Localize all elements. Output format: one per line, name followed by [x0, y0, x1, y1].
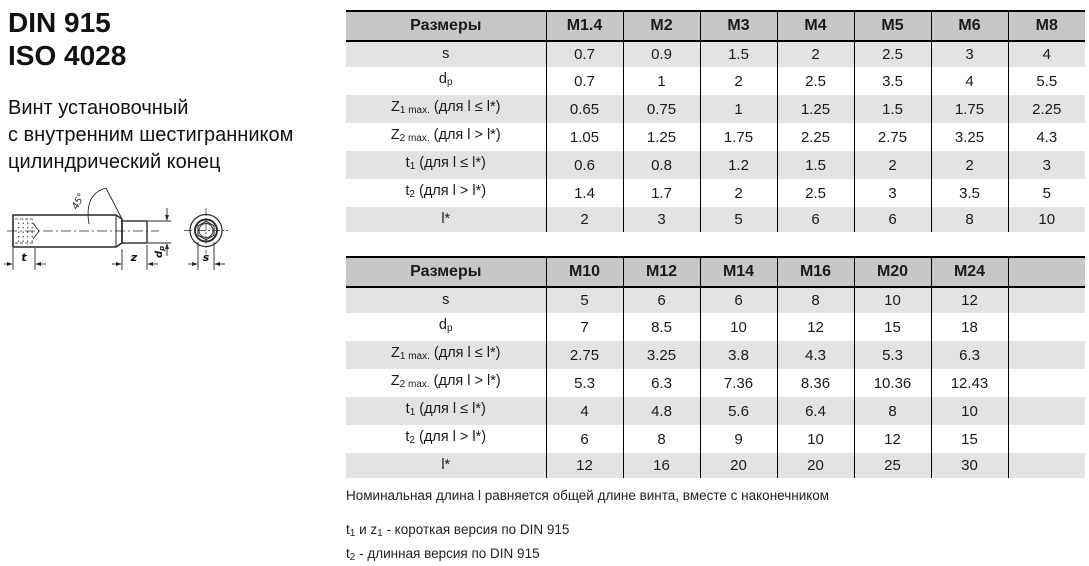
value-cell: 2.25 [777, 123, 854, 151]
column-header: M12 [623, 257, 700, 287]
value-cell: 25 [854, 453, 931, 478]
value-cell: 1.75 [700, 123, 777, 151]
column-header: M3 [700, 11, 777, 41]
table-row [346, 397, 1085, 425]
standard-iso: ISO 4028 [8, 40, 127, 71]
table-row [346, 67, 1085, 95]
value-cell: 2.5 [854, 41, 931, 67]
z-label: z [130, 251, 138, 264]
text: t [405, 155, 410, 171]
text: t [346, 546, 350, 561]
value-cell: 2 [777, 41, 854, 67]
value-cell: 3 [1008, 151, 1085, 179]
text: Z [391, 99, 400, 115]
text: и z [355, 522, 378, 537]
text: Z [391, 345, 400, 361]
subscript-text: 1 max. [399, 105, 430, 116]
value-cell [1008, 369, 1085, 397]
value-cell: 4 [546, 397, 623, 425]
column-header: M2 [623, 11, 700, 41]
value-cell: 6.3 [623, 369, 700, 397]
footnotes [346, 487, 1085, 566]
value-cell: 5.6 [700, 397, 777, 425]
row-label [346, 341, 546, 369]
value-cell: 3.8 [700, 341, 777, 369]
text: Z [390, 373, 400, 389]
value-cell: 4.3 [777, 341, 854, 369]
value-cell: 0.7 [546, 67, 623, 95]
value-cell: 6.4 [777, 397, 854, 425]
row-label [346, 41, 546, 67]
text: - длинная версия по DIN 915 [355, 546, 540, 561]
description-line: Винт установочный [8, 97, 189, 119]
value-cell: 30 [931, 453, 1008, 478]
value-cell: 10 [1008, 207, 1085, 232]
row-label [346, 313, 546, 341]
table-row [346, 179, 1085, 207]
value-cell: 2.75 [854, 123, 931, 151]
value-cell: 8 [931, 207, 1008, 232]
screw-end-view [184, 208, 228, 254]
subscript-text: 1 [409, 407, 416, 418]
column-header: M20 [854, 257, 931, 287]
value-cell: 8 [623, 425, 700, 453]
row-label [346, 425, 546, 453]
row-label [346, 179, 546, 207]
text: t [405, 401, 410, 417]
value-cell: 16 [623, 453, 700, 478]
s-label: s [202, 251, 210, 264]
table-row [346, 95, 1085, 123]
table-row [346, 207, 1085, 232]
screw-drawing-svg [4, 186, 239, 291]
row-label [346, 151, 546, 179]
subscript-text: 1 [377, 528, 383, 539]
row-label [346, 123, 546, 151]
text: d [438, 317, 447, 333]
value-cell: 6 [546, 425, 623, 453]
value-cell: 3.5 [931, 179, 1008, 207]
t-label: t [21, 251, 27, 264]
table-row [346, 341, 1085, 369]
table-row [346, 41, 1085, 67]
value-cell: 5 [700, 207, 777, 232]
value-cell: 1.05 [546, 123, 623, 151]
value-cell: 1.5 [700, 41, 777, 67]
description-line: цилиндрический конец [8, 151, 221, 173]
text: (для l > l*) [429, 127, 501, 143]
value-cell [1008, 287, 1085, 313]
value-cell: 10.36 [854, 369, 931, 397]
value-cell: 1.75 [931, 95, 1008, 123]
text: t [405, 183, 410, 199]
subscript-text: 1 max. [399, 351, 430, 362]
value-cell: 6 [777, 207, 854, 232]
subscript-text: 2 [409, 435, 415, 446]
product-description [8, 95, 343, 176]
row-label [346, 95, 546, 123]
table-row [346, 287, 1085, 313]
value-cell: 2 [931, 151, 1008, 179]
text: s [442, 46, 450, 62]
value-cell [1008, 397, 1085, 425]
text: (для l > l*) [414, 429, 487, 445]
note-line [346, 545, 1085, 566]
value-cell: 1 [623, 67, 700, 95]
value-cell: 4.8 [623, 397, 700, 425]
value-cell: 2 [700, 179, 777, 207]
text: (для l ≤ l*) [429, 345, 501, 361]
value-cell: 12 [931, 287, 1008, 313]
value-cell: 7.36 [700, 369, 777, 397]
text: Z [390, 127, 400, 143]
value-cell: 6 [700, 287, 777, 313]
text: (для l > l*) [414, 183, 487, 199]
value-cell: 3.25 [623, 341, 700, 369]
value-cell: 8.36 [777, 369, 854, 397]
table-row [346, 453, 1085, 478]
table-row [346, 425, 1085, 453]
value-cell: 6 [854, 207, 931, 232]
value-cell: 2.5 [777, 67, 854, 95]
angle-dimension-label: 45° [69, 191, 88, 212]
column-header: M1.4 [546, 11, 623, 41]
value-cell: 1.25 [777, 95, 854, 123]
value-cell: 3.5 [854, 67, 931, 95]
value-cell: 10 [777, 425, 854, 453]
column-header: M5 [854, 11, 931, 41]
value-cell: 2 [854, 151, 931, 179]
text: Номинальная длина l равняется общей длине винта, вместе с наконечником [346, 488, 830, 503]
column-header: M16 [777, 257, 854, 287]
subscript-text: 2 max. [399, 133, 430, 144]
value-cell: 6.3 [931, 341, 1008, 369]
text: l* [441, 457, 451, 473]
value-cell: 15 [854, 313, 931, 341]
text: d [438, 71, 447, 87]
value-cell: 9 [700, 425, 777, 453]
value-cell: 2 [546, 207, 623, 232]
subscript-text: 2 [409, 189, 415, 200]
column-header: M24 [931, 257, 1008, 287]
table-row [346, 313, 1085, 341]
value-cell: 12 [546, 453, 623, 478]
description-line: с внутренним шестигранником [8, 124, 294, 146]
subscript-text: 1 [409, 161, 416, 172]
value-cell: 10 [931, 397, 1008, 425]
value-cell: 1.2 [700, 151, 777, 179]
technical-drawing [4, 186, 239, 296]
table-header-row [346, 257, 1085, 287]
value-cell: 1.5 [777, 151, 854, 179]
note-line [346, 487, 1085, 504]
text: (для l ≤ l*) [415, 401, 486, 417]
subscript-text: p [447, 77, 453, 88]
dimensions-table-m1-4-to-m8 [346, 10, 1085, 232]
value-cell: 7 [546, 313, 623, 341]
column-header: M4 [777, 11, 854, 41]
value-cell: 1.5 [854, 95, 931, 123]
table-header-row [346, 11, 1085, 41]
value-cell: 10 [700, 313, 777, 341]
value-cell: 2.75 [546, 341, 623, 369]
row-label-header: Размеры [410, 263, 482, 280]
note-line [346, 521, 1085, 542]
text: t [405, 429, 410, 445]
row-label [346, 369, 546, 397]
value-cell: 12 [777, 313, 854, 341]
value-cell: 4 [1008, 41, 1085, 67]
value-cell: 5.3 [546, 369, 623, 397]
column-header [1008, 257, 1085, 287]
value-cell: 0.8 [623, 151, 700, 179]
value-cell: 3 [623, 207, 700, 232]
value-cell: 10 [854, 287, 931, 313]
column-header: M10 [546, 257, 623, 287]
value-cell: 0.65 [546, 95, 623, 123]
value-cell: 12 [854, 425, 931, 453]
value-cell: 18 [931, 313, 1008, 341]
value-cell: 0.75 [623, 95, 700, 123]
text: - короткая версия по DIN 915 [382, 522, 570, 537]
subscript-text: 2 [349, 552, 356, 563]
subscript-text: 1 [349, 528, 356, 539]
column-header: M14 [700, 257, 777, 287]
subscript-text: p [447, 323, 453, 334]
value-cell: 6 [623, 287, 700, 313]
text: (для l > l*) [429, 373, 501, 389]
value-cell: 8.5 [623, 313, 700, 341]
dimensions-table-m10-to-m24 [346, 256, 1085, 478]
value-cell [1008, 313, 1085, 341]
value-cell: 4.3 [1008, 123, 1085, 151]
row-label [346, 287, 546, 313]
table-row [346, 151, 1085, 179]
value-cell: 1 [700, 95, 777, 123]
dp-label: $d_p$ [154, 245, 166, 258]
value-cell [1008, 453, 1085, 478]
value-cell: 5.5 [1008, 67, 1085, 95]
table-row [346, 369, 1085, 397]
standard-din: DIN 915 [8, 7, 111, 38]
value-cell: 3.25 [931, 123, 1008, 151]
value-cell: 0.7 [546, 41, 623, 67]
value-cell: 3 [854, 179, 931, 207]
value-cell: 15 [931, 425, 1008, 453]
value-cell: 8 [777, 287, 854, 313]
value-cell: 4 [931, 67, 1008, 95]
text: (для l ≤ l*) [415, 155, 486, 171]
value-cell: 1.4 [546, 179, 623, 207]
value-cell: 8 [854, 397, 931, 425]
column-header: M8 [1008, 11, 1085, 41]
value-cell: 20 [777, 453, 854, 478]
value-cell: 20 [700, 453, 777, 478]
title-block [8, 6, 343, 176]
text: l* [441, 211, 451, 227]
value-cell: 1.25 [623, 123, 700, 151]
row-label [346, 207, 546, 232]
row-label [346, 67, 546, 95]
value-cell: 5 [1008, 179, 1085, 207]
value-cell: 5.3 [854, 341, 931, 369]
column-header: M6 [931, 11, 1008, 41]
subscript-text: 2 max. [399, 379, 430, 390]
value-cell: 2.25 [1008, 95, 1085, 123]
text: (для l ≤ l*) [429, 99, 501, 115]
value-cell: 0.6 [546, 151, 623, 179]
value-cell: 1.7 [623, 179, 700, 207]
table-row [346, 123, 1085, 151]
value-cell [1008, 425, 1085, 453]
value-cell: 0.9 [623, 41, 700, 67]
row-label-header: Размеры [410, 17, 482, 34]
text: t [346, 522, 350, 537]
row-label [346, 453, 546, 478]
row-label [346, 397, 546, 425]
value-cell: 2.5 [777, 179, 854, 207]
tables-panel [346, 10, 1085, 566]
value-cell: 5 [546, 287, 623, 313]
text: s [442, 292, 450, 308]
value-cell: 3 [931, 41, 1008, 67]
value-cell [1008, 341, 1085, 369]
value-cell: 2 [700, 67, 777, 95]
value-cell: 12.43 [931, 369, 1008, 397]
